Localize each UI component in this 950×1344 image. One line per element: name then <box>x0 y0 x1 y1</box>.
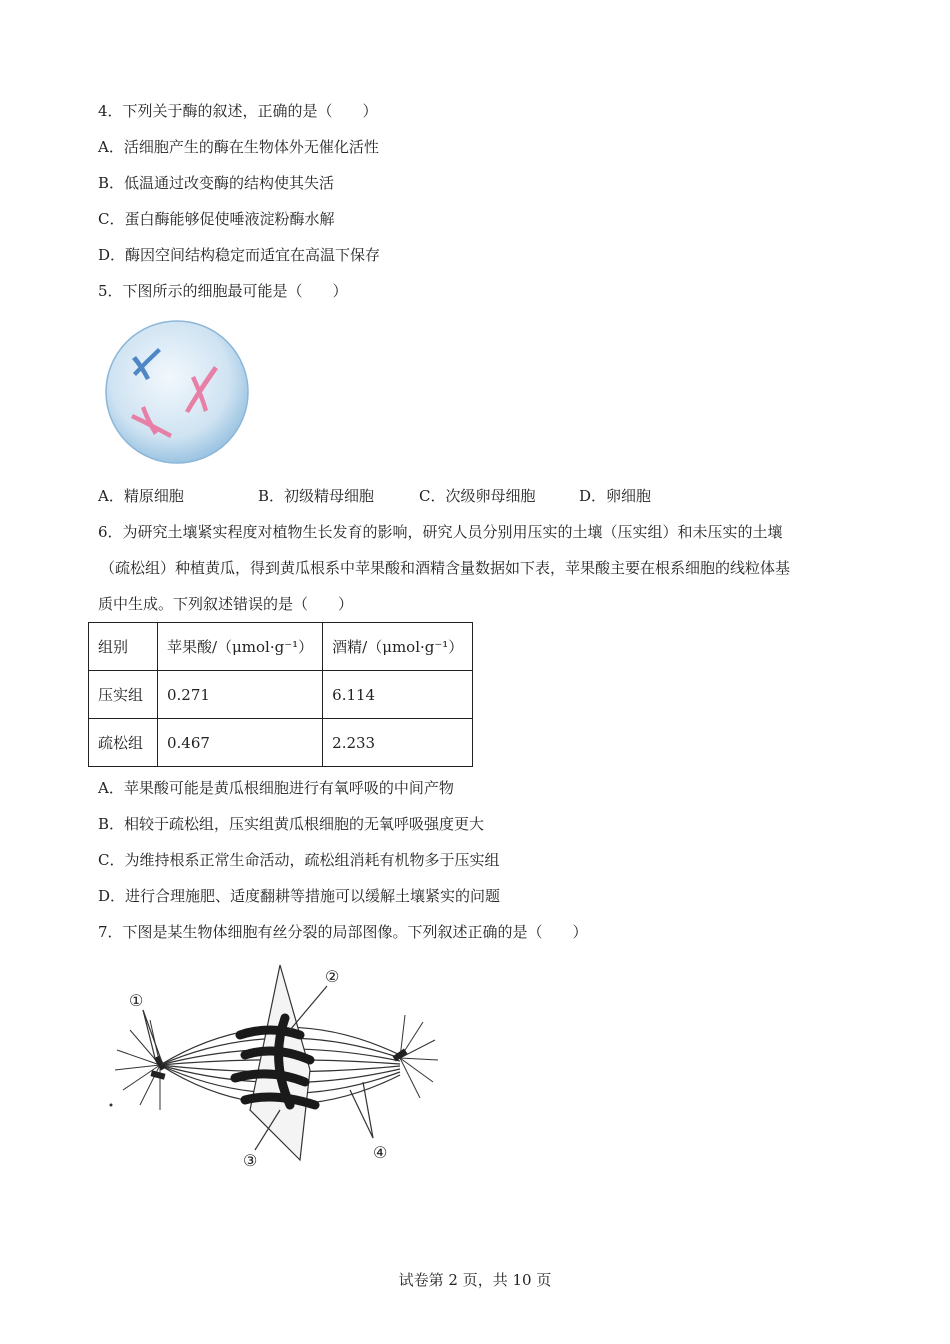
label-2: ② <box>325 967 340 986</box>
q5-stem: 5．下图所示的细胞最可能是（ ） <box>98 282 348 300</box>
table-cell: 2.233 <box>323 719 473 767</box>
q7-stem: 7．下图是某生物体细胞有丝分裂的局部图像。下列叙述正确的是（ ） <box>98 923 588 941</box>
cell-diagram <box>100 318 255 468</box>
q6-option-c: C．为维持根系正常生命活动，疏松组消耗有机物多于压实组 <box>98 851 500 869</box>
q6-stem-line-2: （疏松组）种植黄瓜，得到黄瓜根系中苹果酸和酒精含量数据如下表，苹果酸主要在根系细胞的线粒体基 <box>100 559 791 577</box>
centriole-left <box>150 1070 165 1079</box>
q5-options <box>0 486 950 506</box>
astral-rays-left <box>115 1020 160 1110</box>
table-row <box>89 719 473 767</box>
data-table <box>88 622 473 767</box>
table-header-cell: 组别 <box>89 623 158 671</box>
label-4: ④ <box>373 1143 388 1162</box>
table-header-row <box>89 623 473 671</box>
table-header-cell: 苹果酸/（μmol·g⁻¹） <box>158 623 323 671</box>
q6-option-d: D．进行合理施肥、适度翻耕等措施可以缓解土壤紧实的问题 <box>98 887 501 905</box>
q6-stem-line-3: 质中生成。下列叙述错误的是（ ） <box>98 595 354 613</box>
table-cell: 0.271 <box>158 671 323 719</box>
q5-option-d: D．卵细胞 <box>579 487 652 505</box>
centriole-right <box>393 1049 408 1062</box>
q4-option-b: B．低温通过改变酶的结构使其失活 <box>98 174 335 192</box>
q5-option-c: C．次级卵母细胞 <box>419 487 536 505</box>
q4-option-c: C．蛋白酶能够促使唾液淀粉酶水解 <box>98 210 335 228</box>
q4-option-a: A．活细胞产生的酶在生物体外无催化活性 <box>98 138 379 156</box>
label-leaders <box>143 986 373 1150</box>
table-cell: 6.114 <box>323 671 473 719</box>
table-row <box>89 671 473 719</box>
table-cell: 压实组 <box>89 671 158 719</box>
q6-stem-line-1: 6．为研究土壤紧实程度对植物生长发育的影响，研究人员分别用压实的土壤（压实组）和未压实的土壤 <box>98 523 783 541</box>
page-footer: 试卷第 2 页，共 10 页 <box>398 1271 552 1289</box>
q4-stem: 4．下列关于酶的叙述，正确的是（ ） <box>98 102 378 120</box>
q5-option-b: B．初级精母细胞 <box>258 487 375 505</box>
q4-option-d: D．酶因空间结构稳定而适宜在高温下保存 <box>98 246 381 264</box>
q6-option-a: A．苹果酸可能是黄瓜根细胞进行有氧呼吸的中间产物 <box>98 779 454 797</box>
astral-rays-right <box>400 1015 438 1098</box>
label-3: ③ <box>243 1151 258 1170</box>
table-cell: 0.467 <box>158 719 323 767</box>
table-header-cell: 酒精/（μmol·g⁻¹） <box>323 623 473 671</box>
table-cell: 疏松组 <box>89 719 158 767</box>
label-1: ① <box>129 991 144 1010</box>
q5-option-a: A．精原细胞 <box>98 487 184 505</box>
mitosis-diagram <box>105 960 445 1175</box>
q6-option-b: B．相较于疏松组，压实组黄瓜根细胞的无氧呼吸强度更大 <box>98 815 485 833</box>
